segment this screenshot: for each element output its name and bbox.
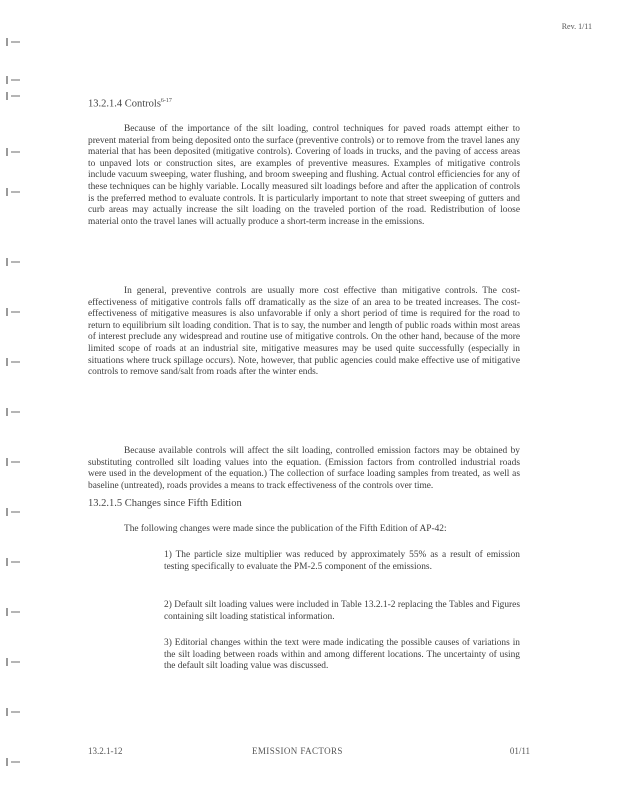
margin-mark <box>6 148 24 156</box>
margin-mark <box>6 708 24 716</box>
margin-mark <box>6 408 24 416</box>
page-footer <box>88 746 530 760</box>
change-item-3: 3) Editorial changes within the text were made indicating the possible causes of variations in the silt loading between roads within and among different locations. The uncertainty of using the default silt loading value was discussed. <box>164 638 520 672</box>
paragraph-controls-1: Because of the importance of the silt loading, control techniques for paved roads attempt either to prevent material from being deposited onto the surface (preventive controls) or to remove from the travel lanes any material that has been deposited (mitigative controls). Covering of loads in trucks, and the paving of access areas to unpaved lots or construction sites, are examples of preventive measures. Examples of mitigative controls include vacuum sweeping, water flushing, and broom sweeping and flushing. Actual control efficiencies for any of these techniques can be highly variable. Locally measured silt loadings before and after the application of controls is the preferred method to evaluate controls. It is particularly important to note that street sweeping of gutters and curb areas may actually increase the silt loading on the traveled portion of the road. Redistribution of loose material onto the travel lanes will actually produce a short-term increase in the emissions. <box>88 124 520 227</box>
margin-mark <box>6 758 24 766</box>
margin-mark <box>6 308 24 316</box>
margin-mark <box>6 188 24 196</box>
footer-page-number: 13.2.1-12 <box>88 746 123 756</box>
paragraph-controls-2: In general, preventive controls are usually more cost effective than mitigative controls. The cost-effectiveness of mitigative controls falls off dramatically as the size of an area to be treated increases. The cost-effectiveness of mitigative measures is also unfavorable if only a short period of time is required for the road to return to equilibrium silt loading condition. That is to say, the number and length of public roads within most areas of interest preclude any widespread and routine use of mitigative controls. On the other hand, because of the more limited scope of roads at an industrial site, mitigative measures may be used quite successfully (especially in situations where truck spillage occurs). Note, however, that public agencies could make effective use of mitigative controls to remove sand/salt from roads after the winter ends. <box>88 286 520 378</box>
margin-mark <box>6 558 24 566</box>
margin-mark <box>6 92 24 100</box>
margin-mark <box>6 608 24 616</box>
footer-title: EMISSION FACTORS <box>252 746 343 756</box>
margin-mark <box>6 658 24 666</box>
changes-intro: The following changes were made since the publication of the Fifth Edition of AP-42: <box>124 524 447 534</box>
section-heading-changes: 13.2.1.5 Changes since Fifth Edition <box>88 498 242 509</box>
running-header: Rev. 1/11 <box>561 22 592 31</box>
footer-date: 01/11 <box>509 746 530 756</box>
margin-mark <box>6 458 24 466</box>
section-heading-text: 13.2.1.4 Controls <box>88 98 161 110</box>
change-item-1: 1) The particle size multiplier was reduced by approximately 55% as a result of emission testing specifically to evaluate the PM-2.5 component of the emissions. <box>164 550 520 572</box>
margin-mark <box>6 76 24 84</box>
scan-margin-strip <box>6 18 24 788</box>
section-heading-controls <box>88 98 172 110</box>
margin-mark <box>6 358 24 366</box>
margin-mark <box>6 508 24 516</box>
heading-reference: 6-17 <box>160 98 172 104</box>
change-item-2: 2) Default silt loading values were included in Table 13.2.1-2 replacing the Tables and Figures containing silt loading statistical information. <box>164 600 520 622</box>
paragraph-controls-3: Because available controls will affect the silt loading, controlled emission factors may be obtained by substituting controlled silt loading values into the equation. (Emission factors from controlled industrial roads were used in the development of the equation.) The collection of surface loading samples from treated, as well as baseline (untreated), roads provides a means to track effectiveness of the controls over time. <box>88 446 520 491</box>
margin-mark <box>6 258 24 266</box>
margin-mark <box>6 38 24 46</box>
